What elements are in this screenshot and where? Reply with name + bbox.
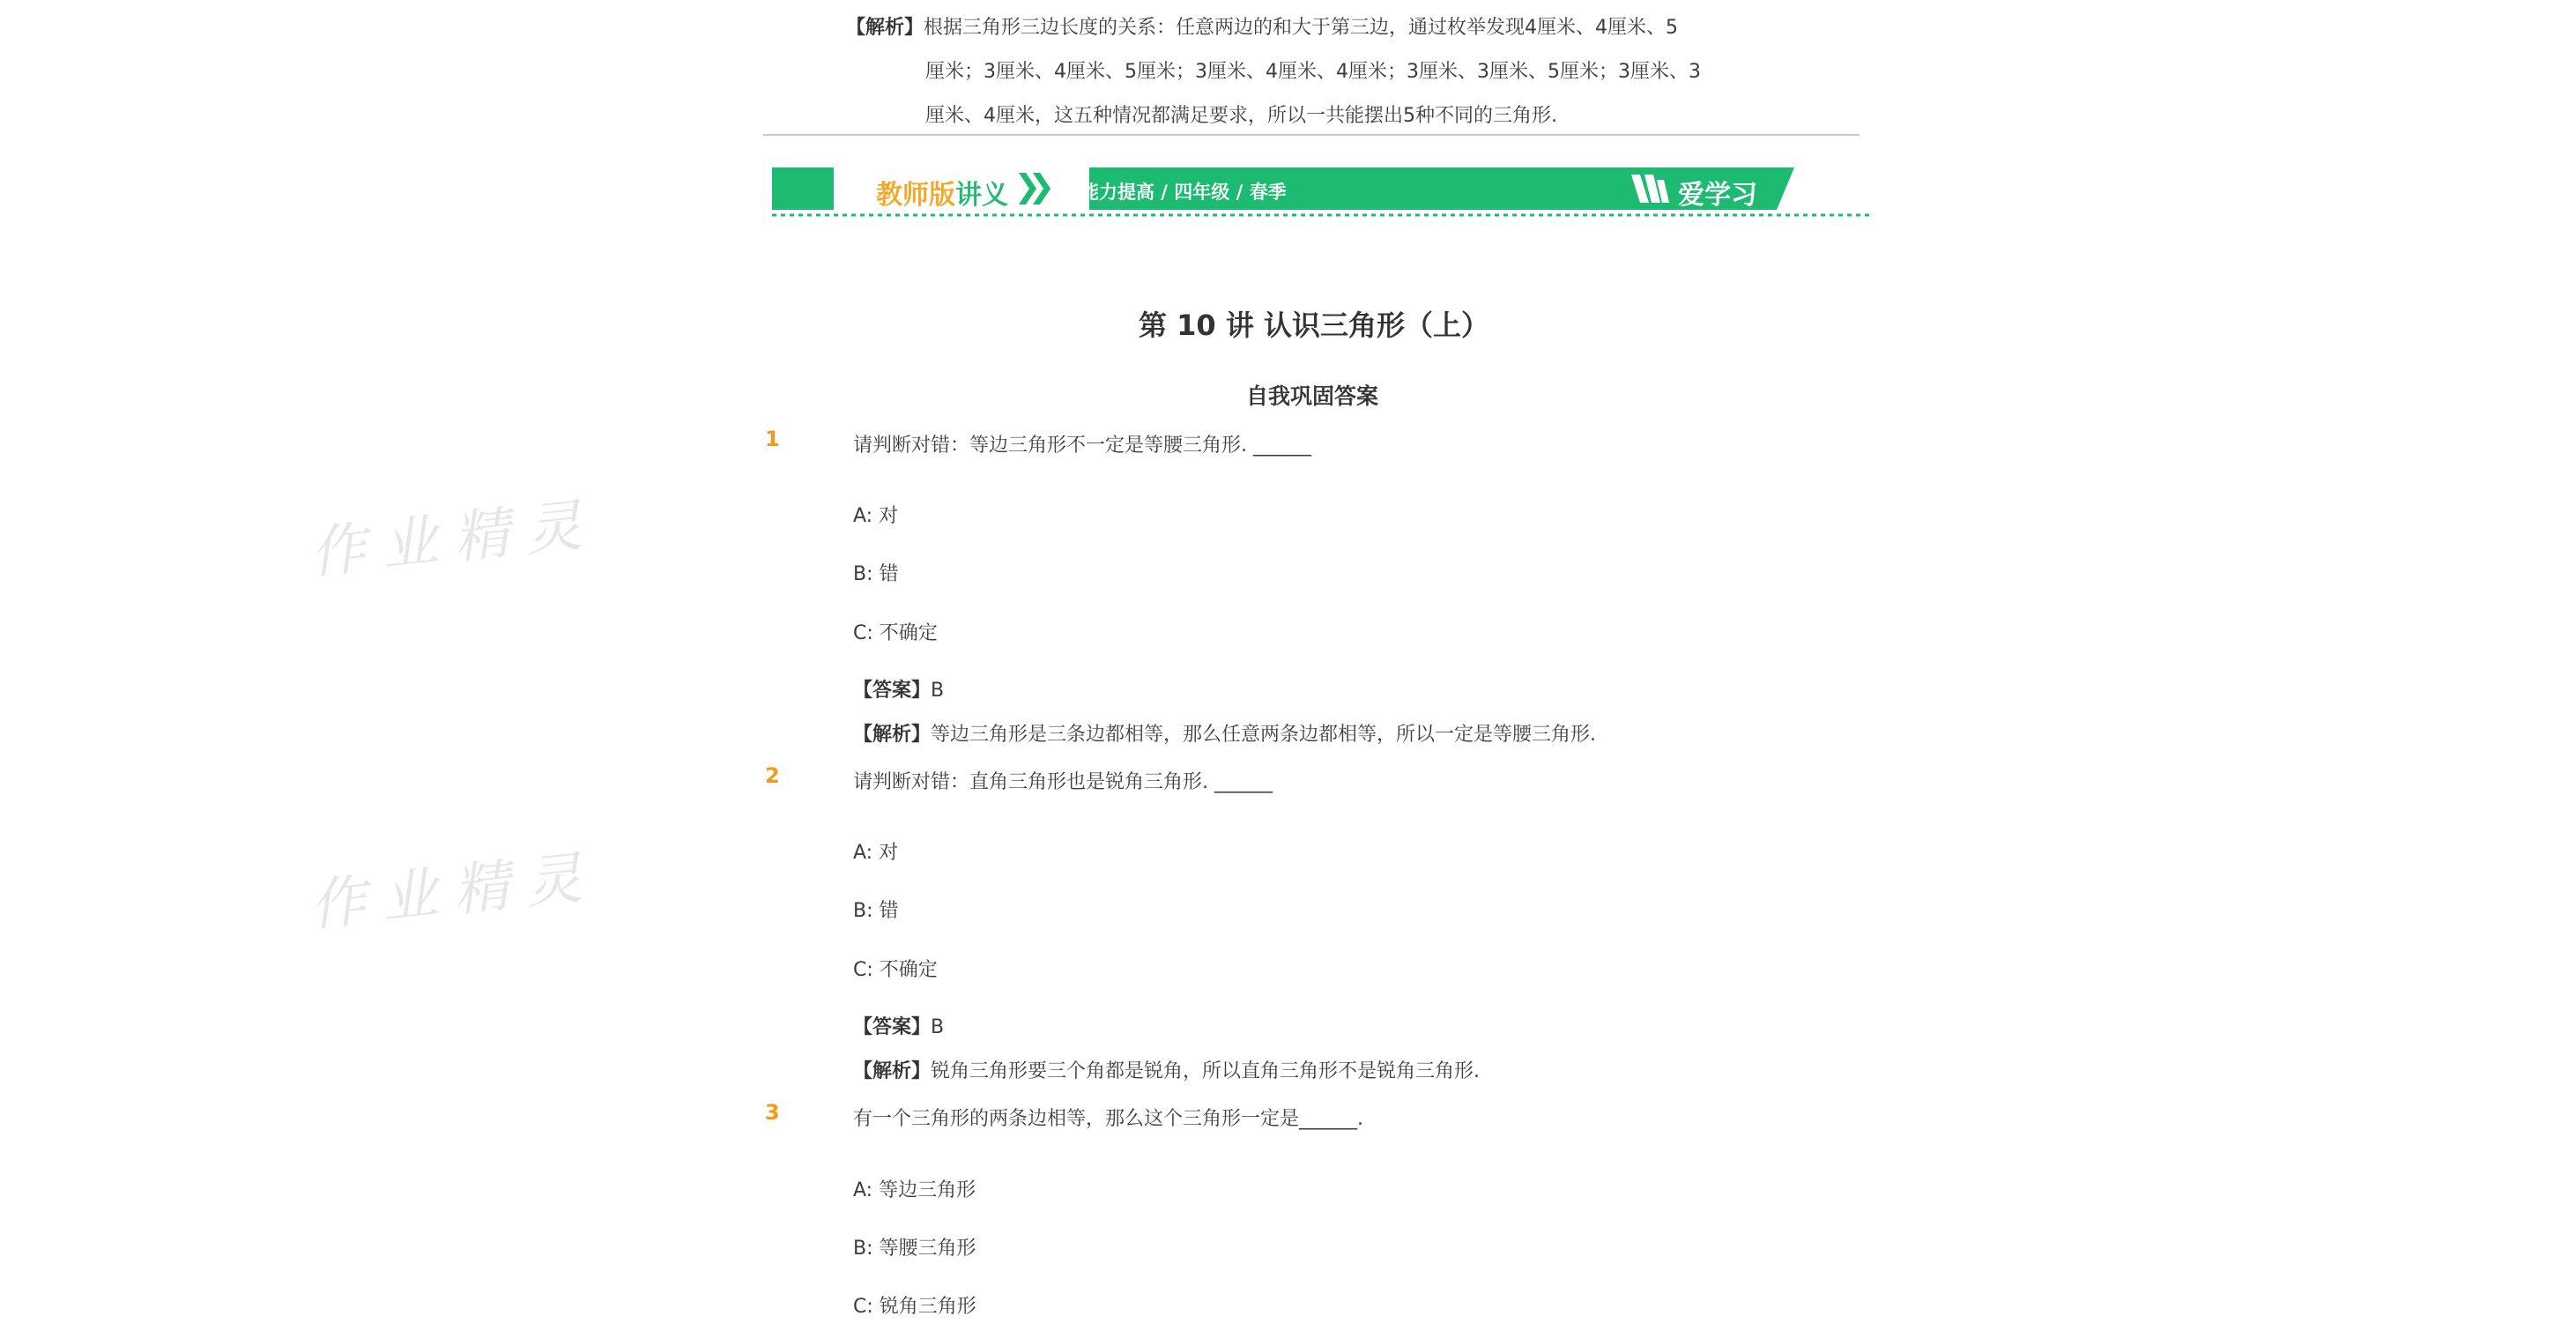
answer-line xyxy=(853,675,944,703)
banner-title-a: 教师版 xyxy=(876,180,955,211)
analysis-tag: 【解析】 xyxy=(853,724,932,746)
analysis-tag: 【解析】 xyxy=(846,17,924,39)
lecture-banner xyxy=(772,167,1794,210)
analysis-text: 根据三角形三边长度的关系：任意两边的和大于第三边，通过枚举发现4厘米、4厘米、5 xyxy=(924,17,1679,39)
top-analysis-line1 xyxy=(846,12,1678,40)
answer-value: B xyxy=(931,1016,945,1038)
answer-line xyxy=(853,1012,944,1039)
analysis-line xyxy=(853,719,1596,747)
question-number: 3 xyxy=(765,1100,780,1125)
answer-tag: 【答案】 xyxy=(853,1016,932,1038)
analysis-tag: 【解析】 xyxy=(853,1060,932,1082)
answer-tag: 【答案】 xyxy=(853,680,932,702)
watermark: 作业精灵 xyxy=(306,492,601,587)
question-number: 1 xyxy=(765,427,780,451)
analysis-text: 锐角三角形要三个角都是锐角，所以直角三角形不是锐角三角形. xyxy=(931,1060,1481,1082)
question-stem: 有一个三角形的两条边相等，那么这个三角形一定是______. xyxy=(853,1108,1363,1130)
option-b[interactable]: B: 错 xyxy=(853,900,899,922)
question-stem: 请判断对错：直角三角形也是锐角三角形. ______ xyxy=(853,771,1273,793)
page-title: 第 10 讲 认识三角形（上） xyxy=(1139,309,1489,342)
top-analysis-line2: 厘米；3厘米、4厘米、5厘米；3厘米、4厘米、4厘米；3厘米、3厘米、5厘米；3厘米、3 xyxy=(925,61,1701,83)
top-analysis-line3: 厘米、4厘米，这五种情况都满足要求，所以一共能摆出5种不同的三角形. xyxy=(925,105,1557,127)
answer-value: B xyxy=(931,680,945,702)
option-a[interactable]: A: 对 xyxy=(853,505,899,527)
analysis-line xyxy=(853,1056,1480,1083)
banner-breadcrumb: 能力提高 / 四年级 / 春季 xyxy=(1080,182,1287,203)
question-number: 2 xyxy=(765,763,780,788)
divider xyxy=(763,134,1860,136)
option-c[interactable]: C: 锐角三角形 xyxy=(853,1296,976,1318)
option-b[interactable]: B: 等腰三角形 xyxy=(853,1238,976,1260)
banner-title-b: 讲义 xyxy=(955,180,1008,211)
watermark: 作业精灵 xyxy=(306,844,601,940)
option-a[interactable]: A: 对 xyxy=(853,842,899,864)
banner-dotted-line xyxy=(772,213,1874,217)
section-title: 自我巩固答案 xyxy=(1246,383,1379,409)
option-c[interactable]: C: 不确定 xyxy=(853,622,938,644)
banner-title xyxy=(876,173,1008,212)
option-c[interactable]: C: 不确定 xyxy=(853,959,938,981)
option-a[interactable]: A: 等边三角形 xyxy=(853,1179,976,1201)
analysis-text: 等边三角形是三条边都相等，那么任意两条边都相等，所以一定是等腰三角形. xyxy=(931,724,1597,746)
brand-logo: 爱学习 xyxy=(1678,180,1757,211)
option-b[interactable]: B: 错 xyxy=(853,563,899,585)
question-stem: 请判断对错：等边三角形不一定是等腰三角形. ______ xyxy=(853,435,1311,457)
